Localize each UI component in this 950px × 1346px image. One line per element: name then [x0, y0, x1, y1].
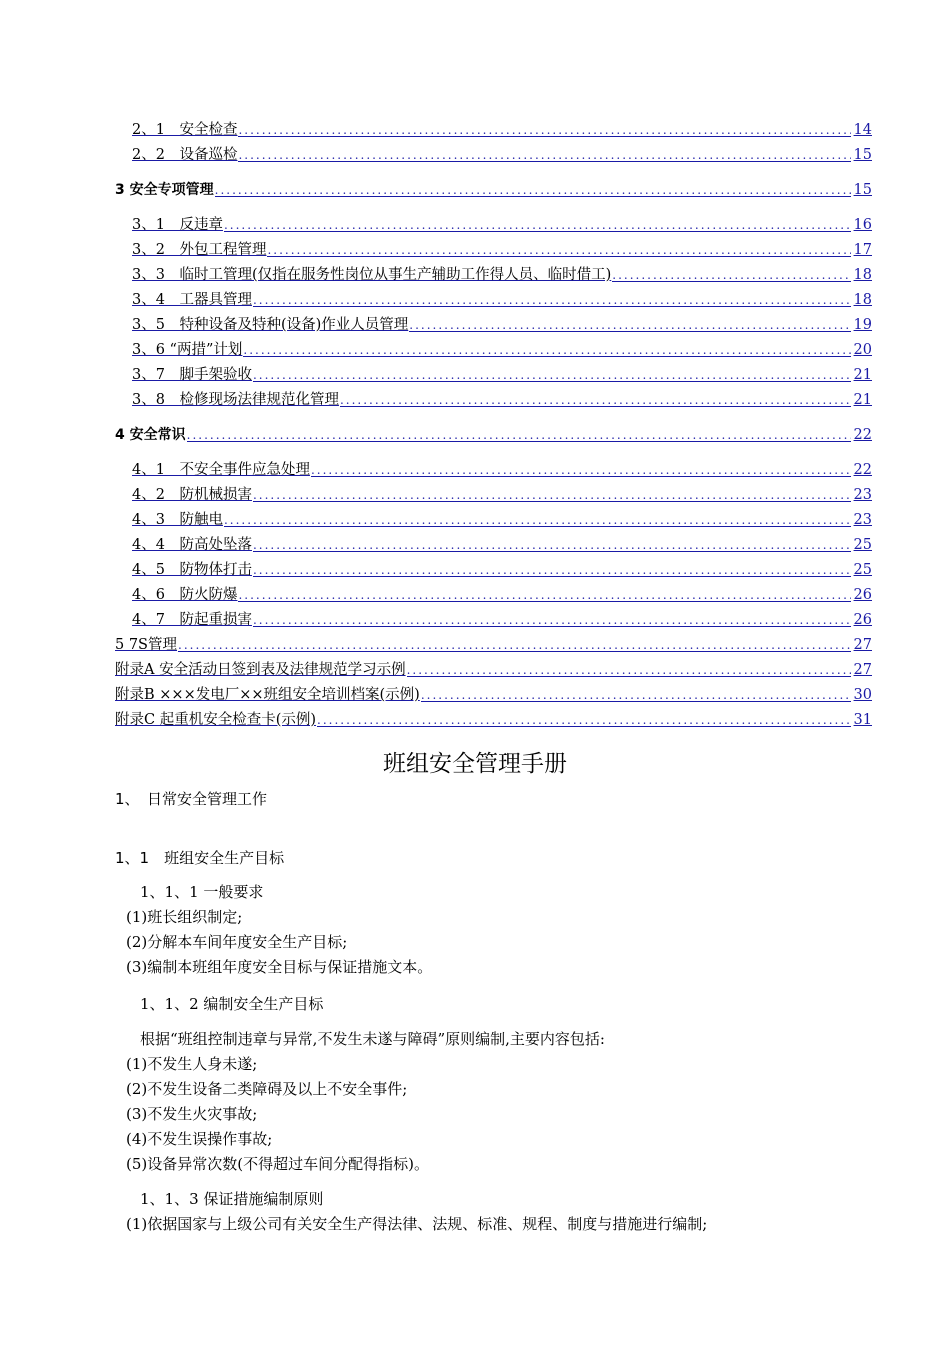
list-item: (3)编制本班组年度安全目标与保证措施文本。 [126, 958, 433, 976]
section-heading-1: 1、 日常安全管理工作 [115, 790, 268, 808]
list-item: (1)不发生人身未遂; [126, 1055, 258, 1073]
toc-entry[interactable] [115, 425, 872, 445]
toc-page-number[interactable]: 17 [853, 242, 872, 258]
toc-page-number[interactable]: 19 [853, 317, 872, 333]
toc-page-number[interactable]: 15 [853, 182, 872, 198]
toc-entry-label: 附录B ×××发电厂××班组安全培训档案(示例) [115, 687, 420, 703]
toc-dot-leader [267, 240, 850, 257]
toc-dot-leader [253, 365, 851, 382]
toc-page-number[interactable]: 31 [853, 712, 872, 728]
toc-page-number[interactable]: 23 [853, 487, 872, 503]
toc-page-number[interactable]: 23 [853, 512, 872, 528]
list-item: (1)依据国家与上级公司有关安全生产得法律、法规、标准、规程、制度与措施进行编制; [126, 1215, 708, 1233]
toc-page-number[interactable]: 18 [853, 267, 872, 283]
toc-entry-label: 4、5 防物体打击 [132, 562, 252, 578]
toc-page-number[interactable]: 21 [853, 392, 872, 408]
toc-entry-label: 3、4 工器具管理 [132, 292, 252, 308]
toc-page-number[interactable]: 26 [853, 587, 872, 603]
toc-dot-leader [224, 215, 851, 232]
toc-entry-label: 3、8 检修现场法律规范化管理 [132, 392, 339, 408]
toc-entry[interactable] [115, 685, 872, 705]
toc-entry-label: 3、2 外包工程管理 [132, 242, 267, 258]
toc-dot-leader [253, 610, 851, 627]
toc-page-number[interactable]: 22 [853, 462, 872, 478]
toc-entry-label: 4、3 防触电 [132, 512, 223, 528]
toc-entry[interactable] [132, 340, 872, 360]
toc-entry[interactable] [132, 460, 872, 480]
toc-entry-label: 3 安全专项管理 [115, 182, 214, 198]
toc-entry-label: 4、6 防火防爆 [132, 587, 238, 603]
toc-entry-label: 4 安全常识 [115, 427, 186, 443]
toc-page-number[interactable]: 16 [853, 217, 872, 233]
toc-dot-leader [238, 585, 850, 602]
toc-dot-leader [215, 180, 851, 197]
toc-entry-label: 4、4 防高处坠落 [132, 537, 252, 553]
toc-entry-label: 附录C 起重机安全检查卡(示例) [115, 712, 317, 728]
toc-entry-label: 3、3 临时工管理(仅指在服务性岗位从事生产辅助工作得人员、临时借工) [132, 267, 612, 283]
paragraph: 根据“班组控制违章与异常,不发生未遂与障碍”原则编制,主要内容包括: [140, 1030, 605, 1048]
toc-entry[interactable] [132, 145, 872, 165]
toc-entry-label: 2、1 安全检查 [132, 122, 238, 138]
toc-page-number[interactable]: 14 [853, 122, 872, 138]
toc-page-number[interactable]: 25 [853, 537, 872, 553]
toc-entry[interactable] [132, 510, 872, 530]
document-title: 班组安全管理手册 [383, 751, 567, 777]
toc-entry[interactable] [132, 215, 872, 235]
toc-page-number[interactable]: 18 [853, 292, 872, 308]
toc-entry-label: 5 7S管理 [115, 637, 177, 653]
toc-entry-label: 4、1 不安全事件应急处理 [132, 462, 310, 478]
toc-dot-leader [243, 340, 850, 357]
subsection-1-1-1: 1、1、1 一般要求 [140, 883, 264, 901]
toc-page-number[interactable]: 27 [853, 637, 872, 653]
toc-dot-leader [238, 120, 850, 137]
toc-entry[interactable] [132, 315, 872, 335]
toc-entry-label: 3、7 脚手架验收 [132, 367, 252, 383]
toc-entry[interactable] [132, 390, 872, 410]
toc-dot-leader [178, 635, 851, 652]
toc-entry[interactable] [115, 710, 872, 730]
toc-entry[interactable] [132, 365, 872, 385]
list-item: (2)不发生设备二类障碍及以上不安全事件; [126, 1080, 408, 1098]
toc-page-number[interactable]: 21 [853, 367, 872, 383]
toc-dot-leader [253, 485, 851, 502]
toc-entry[interactable] [132, 485, 872, 505]
toc-entry[interactable] [132, 585, 872, 605]
toc-entry-label: 4、2 防机械损害 [132, 487, 252, 503]
toc-entry[interactable] [132, 290, 872, 310]
toc-entry[interactable] [132, 120, 872, 140]
toc-entry[interactable] [132, 240, 872, 260]
toc-entry-label: 3、6 “两措”计划 [132, 342, 243, 358]
list-item: (5)设备异常次数(不得超过车间分配得指标)。 [126, 1155, 429, 1173]
toc-entry-label: 附录A 安全活动日签到表及法律规范学习示例 [115, 662, 406, 678]
toc-entry-label: 3、5 特种设备及特种(设备)作业人员管理 [132, 317, 409, 333]
toc-page-number[interactable]: 22 [853, 427, 872, 443]
toc-entry[interactable] [115, 635, 872, 655]
list-item: (2)分解本车间年度安全生产目标; [126, 933, 348, 951]
toc-page-number[interactable]: 30 [853, 687, 872, 703]
toc-page-number[interactable]: 27 [853, 662, 872, 678]
toc-dot-leader [187, 425, 851, 442]
toc-dot-leader [409, 315, 850, 332]
toc-dot-leader [407, 660, 851, 677]
toc-dot-leader [253, 290, 851, 307]
list-item: (3)不发生火灾事故; [126, 1105, 258, 1123]
toc-entry-label: 2、2 设备巡检 [132, 147, 238, 163]
toc-dot-leader [224, 510, 851, 527]
list-item: (1)班长组织制定; [126, 908, 243, 926]
subsection-1-1-2: 1、1、2 编制安全生产目标 [140, 995, 324, 1013]
toc-entry-label: 3、1 反违章 [132, 217, 223, 233]
toc-dot-leader [317, 710, 851, 727]
toc-page-number[interactable]: 26 [853, 612, 872, 628]
subsection-1-1-3: 1、1、3 保证措施编制原则 [140, 1190, 324, 1208]
toc-entry[interactable] [132, 535, 872, 555]
toc-dot-leader [253, 560, 851, 577]
toc-entry[interactable] [132, 265, 872, 285]
list-item: (4)不发生误操作事故; [126, 1130, 273, 1148]
toc-dot-leader [253, 535, 851, 552]
toc-entry[interactable] [115, 180, 872, 200]
toc-dot-leader [612, 265, 850, 282]
toc-entry[interactable] [115, 660, 872, 680]
toc-entry[interactable] [132, 560, 872, 580]
toc-page-number[interactable]: 15 [853, 147, 872, 163]
toc-entry-label: 4、7 防起重损害 [132, 612, 252, 628]
toc-entry[interactable] [132, 610, 872, 630]
toc-dot-leader [311, 460, 851, 477]
toc-dot-leader [340, 390, 851, 407]
toc-page-number[interactable]: 25 [853, 562, 872, 578]
toc-dot-leader [238, 145, 850, 162]
toc-page-number[interactable]: 20 [853, 342, 872, 358]
section-heading-1-1: 1、1 班组安全生产目标 [115, 849, 285, 867]
toc-dot-leader [421, 685, 851, 702]
